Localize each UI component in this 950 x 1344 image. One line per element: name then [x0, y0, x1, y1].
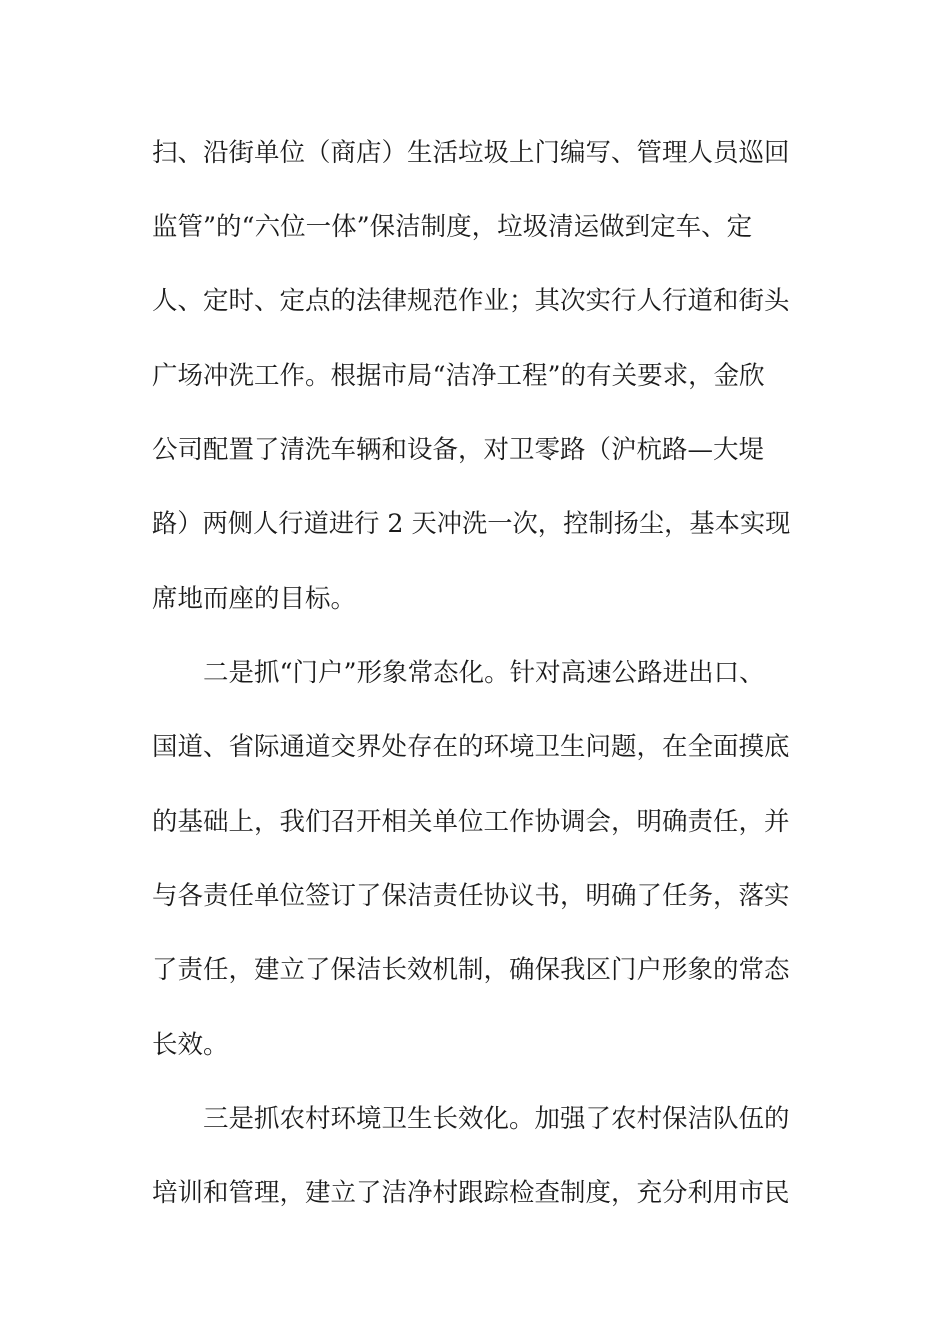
- text-line: 国道、省际通道交界处存在的环境卫生问题，在全面摸底: [152, 732, 790, 762]
- text-line: 与各责任单位签订了保洁责任协议书，明确了任务，落实: [152, 881, 790, 911]
- paragraph-first-line: 二是抓“门户”形象常态化。针对高速公路进出口、: [203, 658, 765, 688]
- text-line: 了责任，建立了保洁长效机制，确保我区门户形象的常态: [152, 955, 790, 985]
- text-line: 席地而座的目标。: [152, 584, 357, 614]
- text-line: 长效。: [152, 1030, 229, 1060]
- text-line: 扫、沿街单位（商店）生活垃圾上门编写、管理人员巡回: [152, 138, 790, 168]
- paragraph-first-line: 三是抓农村环境卫生长效化。加强了农村保洁队伍的: [203, 1104, 790, 1134]
- text-line: 路）两侧人行道进行 2 天冲洗一次，控制扬尘，基本实现: [152, 509, 791, 539]
- text-line: 人、定时、定点的法律规范作业；其次实行人行道和街头: [152, 286, 790, 316]
- text-line: 培训和管理，建立了洁净村跟踪检查制度，充分利用市民: [152, 1178, 790, 1208]
- text-line: 公司配置了清洗车辆和设备，对卫零路（沪杭路—大堤: [152, 435, 765, 465]
- text-line: 的基础上，我们召开相关单位工作协调会，明确责任，并: [152, 807, 790, 837]
- text-line: 监管”的“六位一体”保洁制度，垃圾清运做到定车、定: [152, 212, 753, 242]
- text-line: 广场冲洗工作。根据市局“洁净工程”的有关要求，金欣: [152, 361, 765, 391]
